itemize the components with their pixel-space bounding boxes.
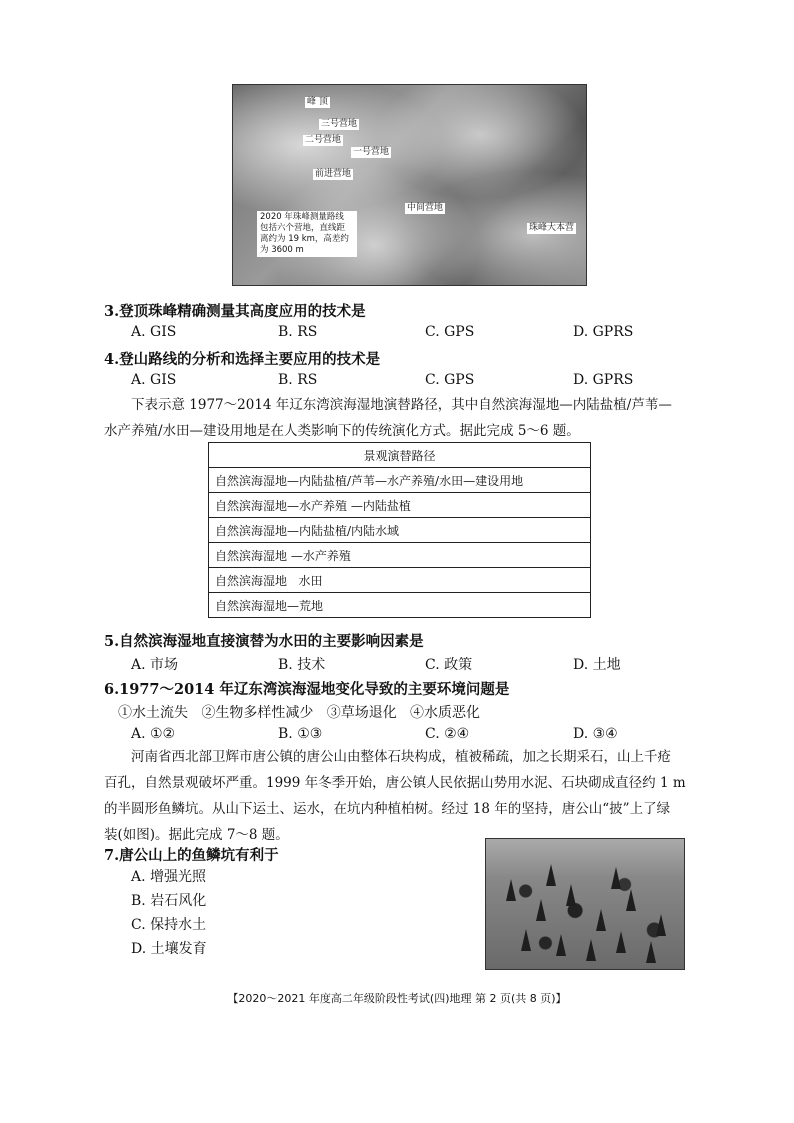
q6-stem: 6.1977～2014 年辽东湾滨海湿地变化导致的主要环境问题是 [104, 681, 510, 698]
q3-option-c: C. GPS [425, 324, 475, 340]
q4-option-a: A. GIS [131, 372, 177, 388]
q5-option-b: B. 技术 [278, 657, 326, 673]
label-middle-camp: 中间营地 [407, 203, 444, 213]
intro-5-6-line1: 下表示意 1977～2014 年辽东湾滨海湿地演替路径，其中自然滨海湿地—内陆盐植/芦苇— [131, 397, 672, 413]
page-footer: 【2020～2021 年度高二年级阶段性考试(四)地理 第 2 页(共 8 页)】 [227, 992, 567, 1005]
q7-option-a: A. 增强光照 [131, 869, 207, 885]
table-row: 自然滨海湿地—内陆盐植/内陆水域 [209, 518, 591, 543]
label-advance-camp: 前进营地 [315, 169, 352, 179]
q7-option-b: B. 岩石风化 [131, 893, 207, 909]
q7-option-c: C. 保持水土 [131, 917, 207, 933]
q3-option-a: A. GIS [131, 324, 177, 340]
q5-option-a: A. 市场 [131, 657, 179, 673]
q6-option-a: A. ①② [131, 726, 176, 742]
q3-option-b: B. RS [278, 324, 318, 340]
table-row: 自然滨海湿地—内陆盐植/芦苇—水产养殖/水田—建设用地 [209, 468, 591, 493]
q7-stem: 7.唐公山上的鱼鳞坑有利于 [104, 847, 279, 864]
q5-option-c: C. 政策 [425, 657, 473, 673]
intro-7-8-line1: 河南省西北部卫辉市唐公镇的唐公山由整体石块构成，植被稀疏，加之长期采石，山上千疮 [131, 749, 671, 765]
route-description: 2020 年珠峰测量路线 包括六个营地，直线距 离约为 19 km，高差约 为 3600 m [257, 211, 357, 257]
q4-option-d: D. GPRS [573, 372, 634, 388]
tanggong-mountain-photo [485, 838, 685, 970]
q3-option-d: D. GPRS [573, 324, 634, 340]
q7-option-d: D. 土壤发育 [131, 941, 207, 957]
q4-stem: 4.登山路线的分析和选择主要应用的技术是 [104, 351, 381, 368]
label-camp1: 一号营地 [353, 147, 390, 157]
q6-option-c: C. ②④ [425, 726, 470, 742]
table-row: 自然滨海湿地 —水产养殖 [209, 543, 591, 568]
q5-stem: 5.自然滨海湿地直接演替为水田的主要影响因素是 [104, 633, 424, 650]
landscape-succession-table [208, 442, 591, 618]
intro-7-8-line4: 装(如图)。据此完成 7～8 题。 [104, 827, 289, 843]
label-summit: 峰 顶 [307, 97, 328, 107]
q3-stem: 3.登顶珠峰精确测量其高度应用的技术是 [104, 303, 366, 320]
label-camp2: 二号营地 [305, 135, 342, 145]
q6-option-d: D. ③④ [573, 726, 618, 742]
intro-7-8-line3: 的半圆形鱼鳞坑。从山下运土、运水，在坑内种植柏树。经过 18 年的坚持，唐公山“披”上了绿 [104, 801, 671, 817]
table-row: 自然滨海湿地 水田 [209, 568, 591, 593]
label-base-camp: 珠峰大本营 [529, 223, 575, 233]
everest-route-photo [232, 84, 587, 286]
table-header: 景观演替路径 [209, 443, 591, 468]
q6-items: ①水土流失 ②生物多样性减少 ③草场退化 ④水质恶化 [118, 705, 481, 721]
intro-7-8-line2: 百孔，自然景观破坏严重。1999 年冬季开始，唐公镇人民依据山势用水泥、石块砌成直径约 1 m [104, 775, 686, 791]
label-camp3: 三号营地 [321, 119, 358, 129]
q5-option-d: D. 土地 [573, 657, 621, 673]
table-row: 自然滨海湿地—水产养殖 —内陆盐植 [209, 493, 591, 518]
q4-option-b: B. RS [278, 372, 318, 388]
q4-option-c: C. GPS [425, 372, 475, 388]
q6-option-b: B. ①③ [278, 726, 323, 742]
intro-5-6-line2: 水产养殖/水田—建设用地是在人类影响下的传统演化方式。据此完成 5～6 题。 [104, 423, 580, 439]
table-row: 自然滨海湿地—荒地 [209, 593, 591, 618]
